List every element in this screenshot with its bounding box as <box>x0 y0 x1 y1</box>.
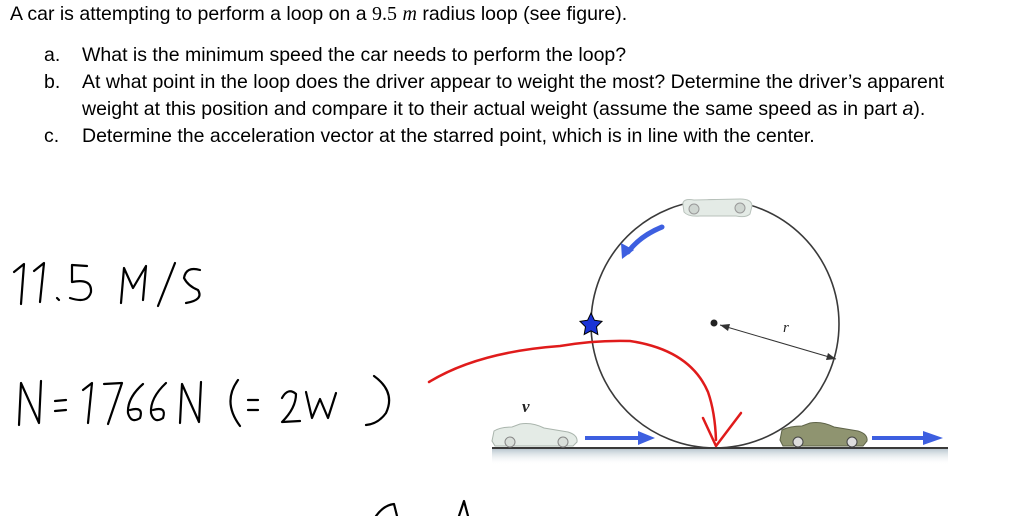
radius-line <box>720 325 836 359</box>
question-label: c. <box>44 125 60 147</box>
radius-unit: m <box>402 3 417 25</box>
car-entering <box>492 424 577 448</box>
question-text: Determine the acceleration vector at the starred point, which is in line with the center. <box>82 125 815 147</box>
car-exiting <box>780 423 867 448</box>
velocity-label: v <box>522 397 530 416</box>
question-text-end: ). <box>913 98 926 120</box>
star-marker-icon <box>580 313 602 335</box>
velocity-arrowhead <box>638 431 655 445</box>
car-top-wheel <box>689 204 699 214</box>
question-text: What is the minimum speed the car needs to perform the loop? <box>82 44 627 66</box>
car-exiting-wheel <box>793 437 803 447</box>
car-top-wheel <box>735 203 745 213</box>
car-top-of-loop <box>683 199 752 217</box>
ground-shadow <box>492 449 948 465</box>
car-exiting-wheel <box>847 437 857 447</box>
radius-label: r <box>783 320 789 336</box>
red-annotation-arrowhead <box>703 413 741 446</box>
intro-text-end: radius loop (see figure). <box>416 3 628 25</box>
intro-text-start: A car is attempting to perform a loop on a <box>10 3 373 25</box>
car-entering-wheel <box>505 437 515 447</box>
red-annotation-curve <box>429 341 716 440</box>
exit-arrowhead <box>923 431 943 445</box>
radius-value: 9.5 <box>372 3 398 25</box>
question-text: At what point in the loop does the driver appear to weight the most? Determine the driver’s apparent weight at this position and compare it to their actual weight (assume the same speed as in part <box>82 71 945 120</box>
car-entering-wheel <box>558 437 568 447</box>
question-label: a. <box>44 44 61 66</box>
radius-arrowhead-center <box>720 324 730 331</box>
question-label: b. <box>44 71 61 93</box>
part-reference: a <box>902 98 914 120</box>
loop-center-point <box>711 320 718 327</box>
